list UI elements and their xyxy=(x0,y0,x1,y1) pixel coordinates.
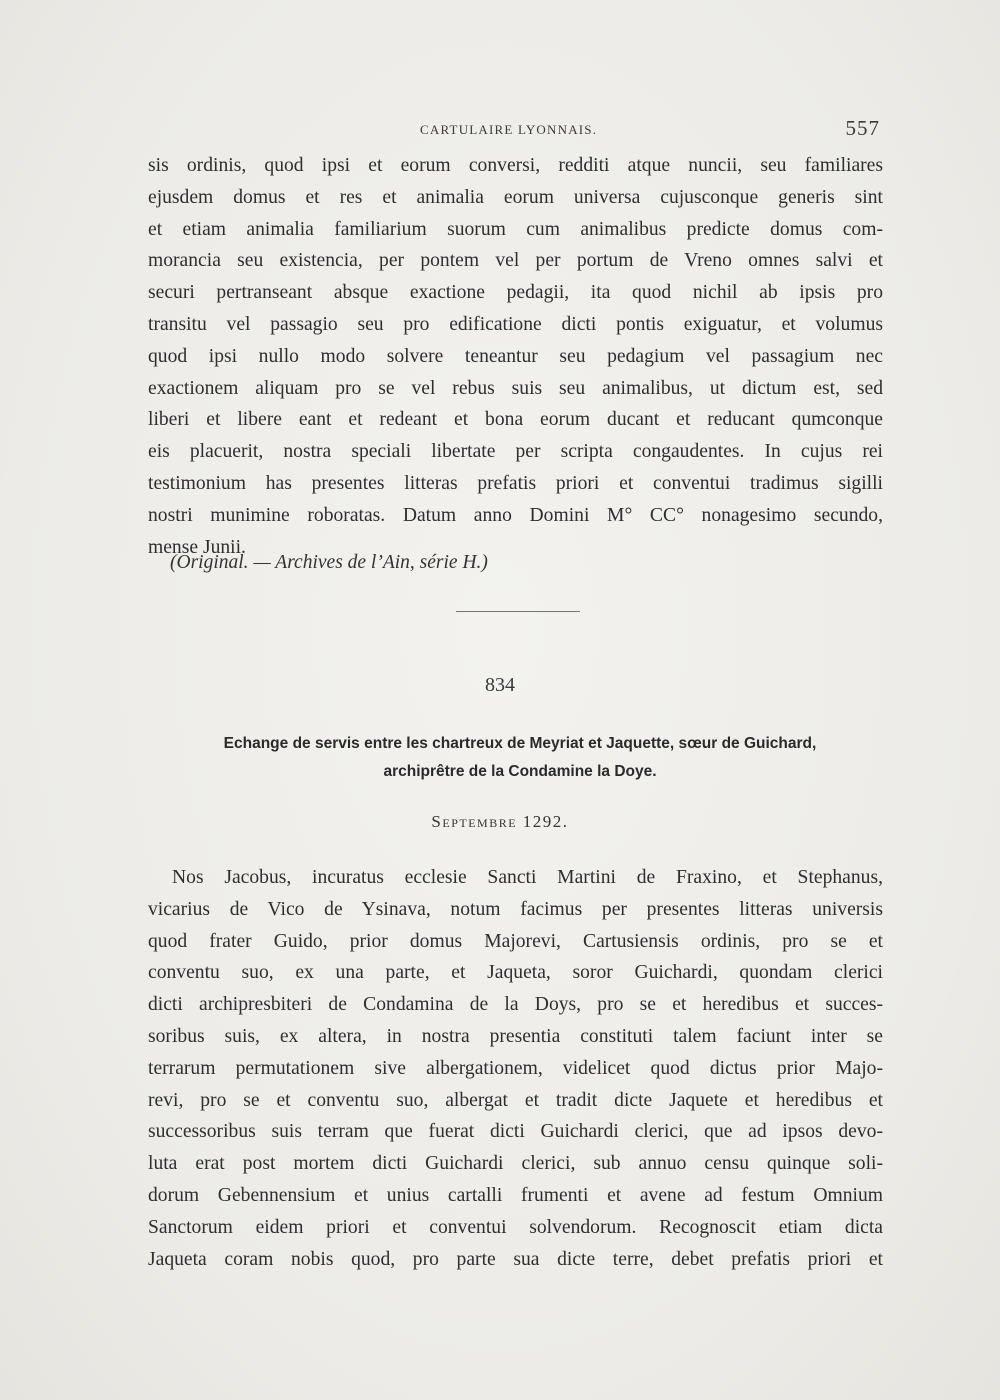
text-line: liberi et libere eant et redeant et bona eorum ducant et reducant qumconque xyxy=(148,409,883,431)
document-date: Septembre 1292. xyxy=(431,812,569,831)
text-line: morancia seu existencia, per pontem vel per portum de Vreno omnes salvi et xyxy=(148,250,883,272)
text-line: luta erat post mortem dicti Guichardi clerici, sub annuo censu quinque soli- xyxy=(148,1153,883,1175)
text-line: testimonium has presentes litteras prefatis priori et conventui tradimus sigilli xyxy=(148,472,883,494)
text-line: eis placuerit, nostra speciali libertate per scripta congaudentes. In cujus rei xyxy=(148,441,883,463)
text-line: dorum Gebennensium et unius cartalli frumenti et avene ad festum Omnium xyxy=(148,1184,883,1206)
page-number: 557 xyxy=(845,116,880,140)
text-line: mense Junii. xyxy=(148,536,246,558)
section-divider xyxy=(456,611,580,612)
text-line: Nos Jacobus, incuratus ecclesie Sancti Martini de Fraxino, et Stephanus, xyxy=(172,867,883,888)
source-note: (Original. — Archives de l’Ain, série H.) xyxy=(170,552,488,573)
text-line: exactionem aliquam pro se vel rebus suis seu animalibus, ut dictum est, sed xyxy=(148,377,883,399)
text-line: et etiam animalia familiarium suorum cum animalibus predicte domus com- xyxy=(148,218,883,240)
text-line: revi, pro se et conventu suo, albergat et tradit dicte Jaquete et heredibus et xyxy=(148,1089,883,1111)
running-title: CARTULAIRE LYONNAIS. xyxy=(420,122,598,137)
text-line: ejusdem domus et res et animalia eorum universa cujusconque generis sint xyxy=(148,186,883,208)
document-title-line-1: Echange de servis entre les chartreux de Meyriat et Jaquette, sœur de Guichard, xyxy=(223,735,817,752)
text-line: Sanctorum eidem priori et conventui solvendorum. Recognoscit etiam dicta xyxy=(148,1216,883,1238)
text-line: terrarum permutationem sive albergationem, videlicet quod dictus prior Majo- xyxy=(148,1057,883,1079)
paragraph-2 xyxy=(148,862,883,1275)
running-head xyxy=(148,118,880,148)
text-line: Jaqueta coram nobis quod, pro parte sua dicte terre, debet prefatis priori et xyxy=(148,1248,883,1270)
paragraph-1 xyxy=(148,150,883,563)
text-line: quod ipsi nullo modo solvere teneantur seu pedagium vel passagium nec xyxy=(148,345,883,367)
text-line: dicti archipresbiteri de Condamina de la Doys, pro se et heredibus et succes- xyxy=(148,994,883,1016)
text-line: successoribus suis terram que fuerat dicti Guichardi clerici, que ad ipsos devo- xyxy=(148,1121,883,1143)
text-line: quod frater Guido, prior domus Majorevi, Cartusiensis ordinis, pro se et xyxy=(148,930,883,952)
text-line: soribus suis, ex altera, in nostra presentia constituti talem faciunt inter se xyxy=(148,1025,883,1047)
text-line: securi pertranseant absque exactione pedagii, ita quod nichil ab ipsis pro xyxy=(148,282,883,304)
document-title xyxy=(140,730,900,786)
document-number: 834 xyxy=(485,674,515,696)
text-line: nostri munimine roboratas. Datum anno Domini M° CC° nonagesimo secundo, xyxy=(148,504,883,526)
document-title-line-2: archiprêtre de la Condamine la Doye. xyxy=(383,763,657,780)
text-line: transitu vel passagio seu pro edificatione dicti pontis exiguatur, et volumus xyxy=(148,313,883,335)
text-line: sis ordinis, quod ipsi et eorum conversi, redditi atque nuncii, seu familiares xyxy=(148,155,883,176)
text-line: vicarius de Vico de Ysinava, notum facimus per presentes litteras universis xyxy=(148,898,883,920)
text-line: conventu suo, ex una parte, et Jaqueta, soror Guichardi, quondam clerici xyxy=(148,962,883,984)
